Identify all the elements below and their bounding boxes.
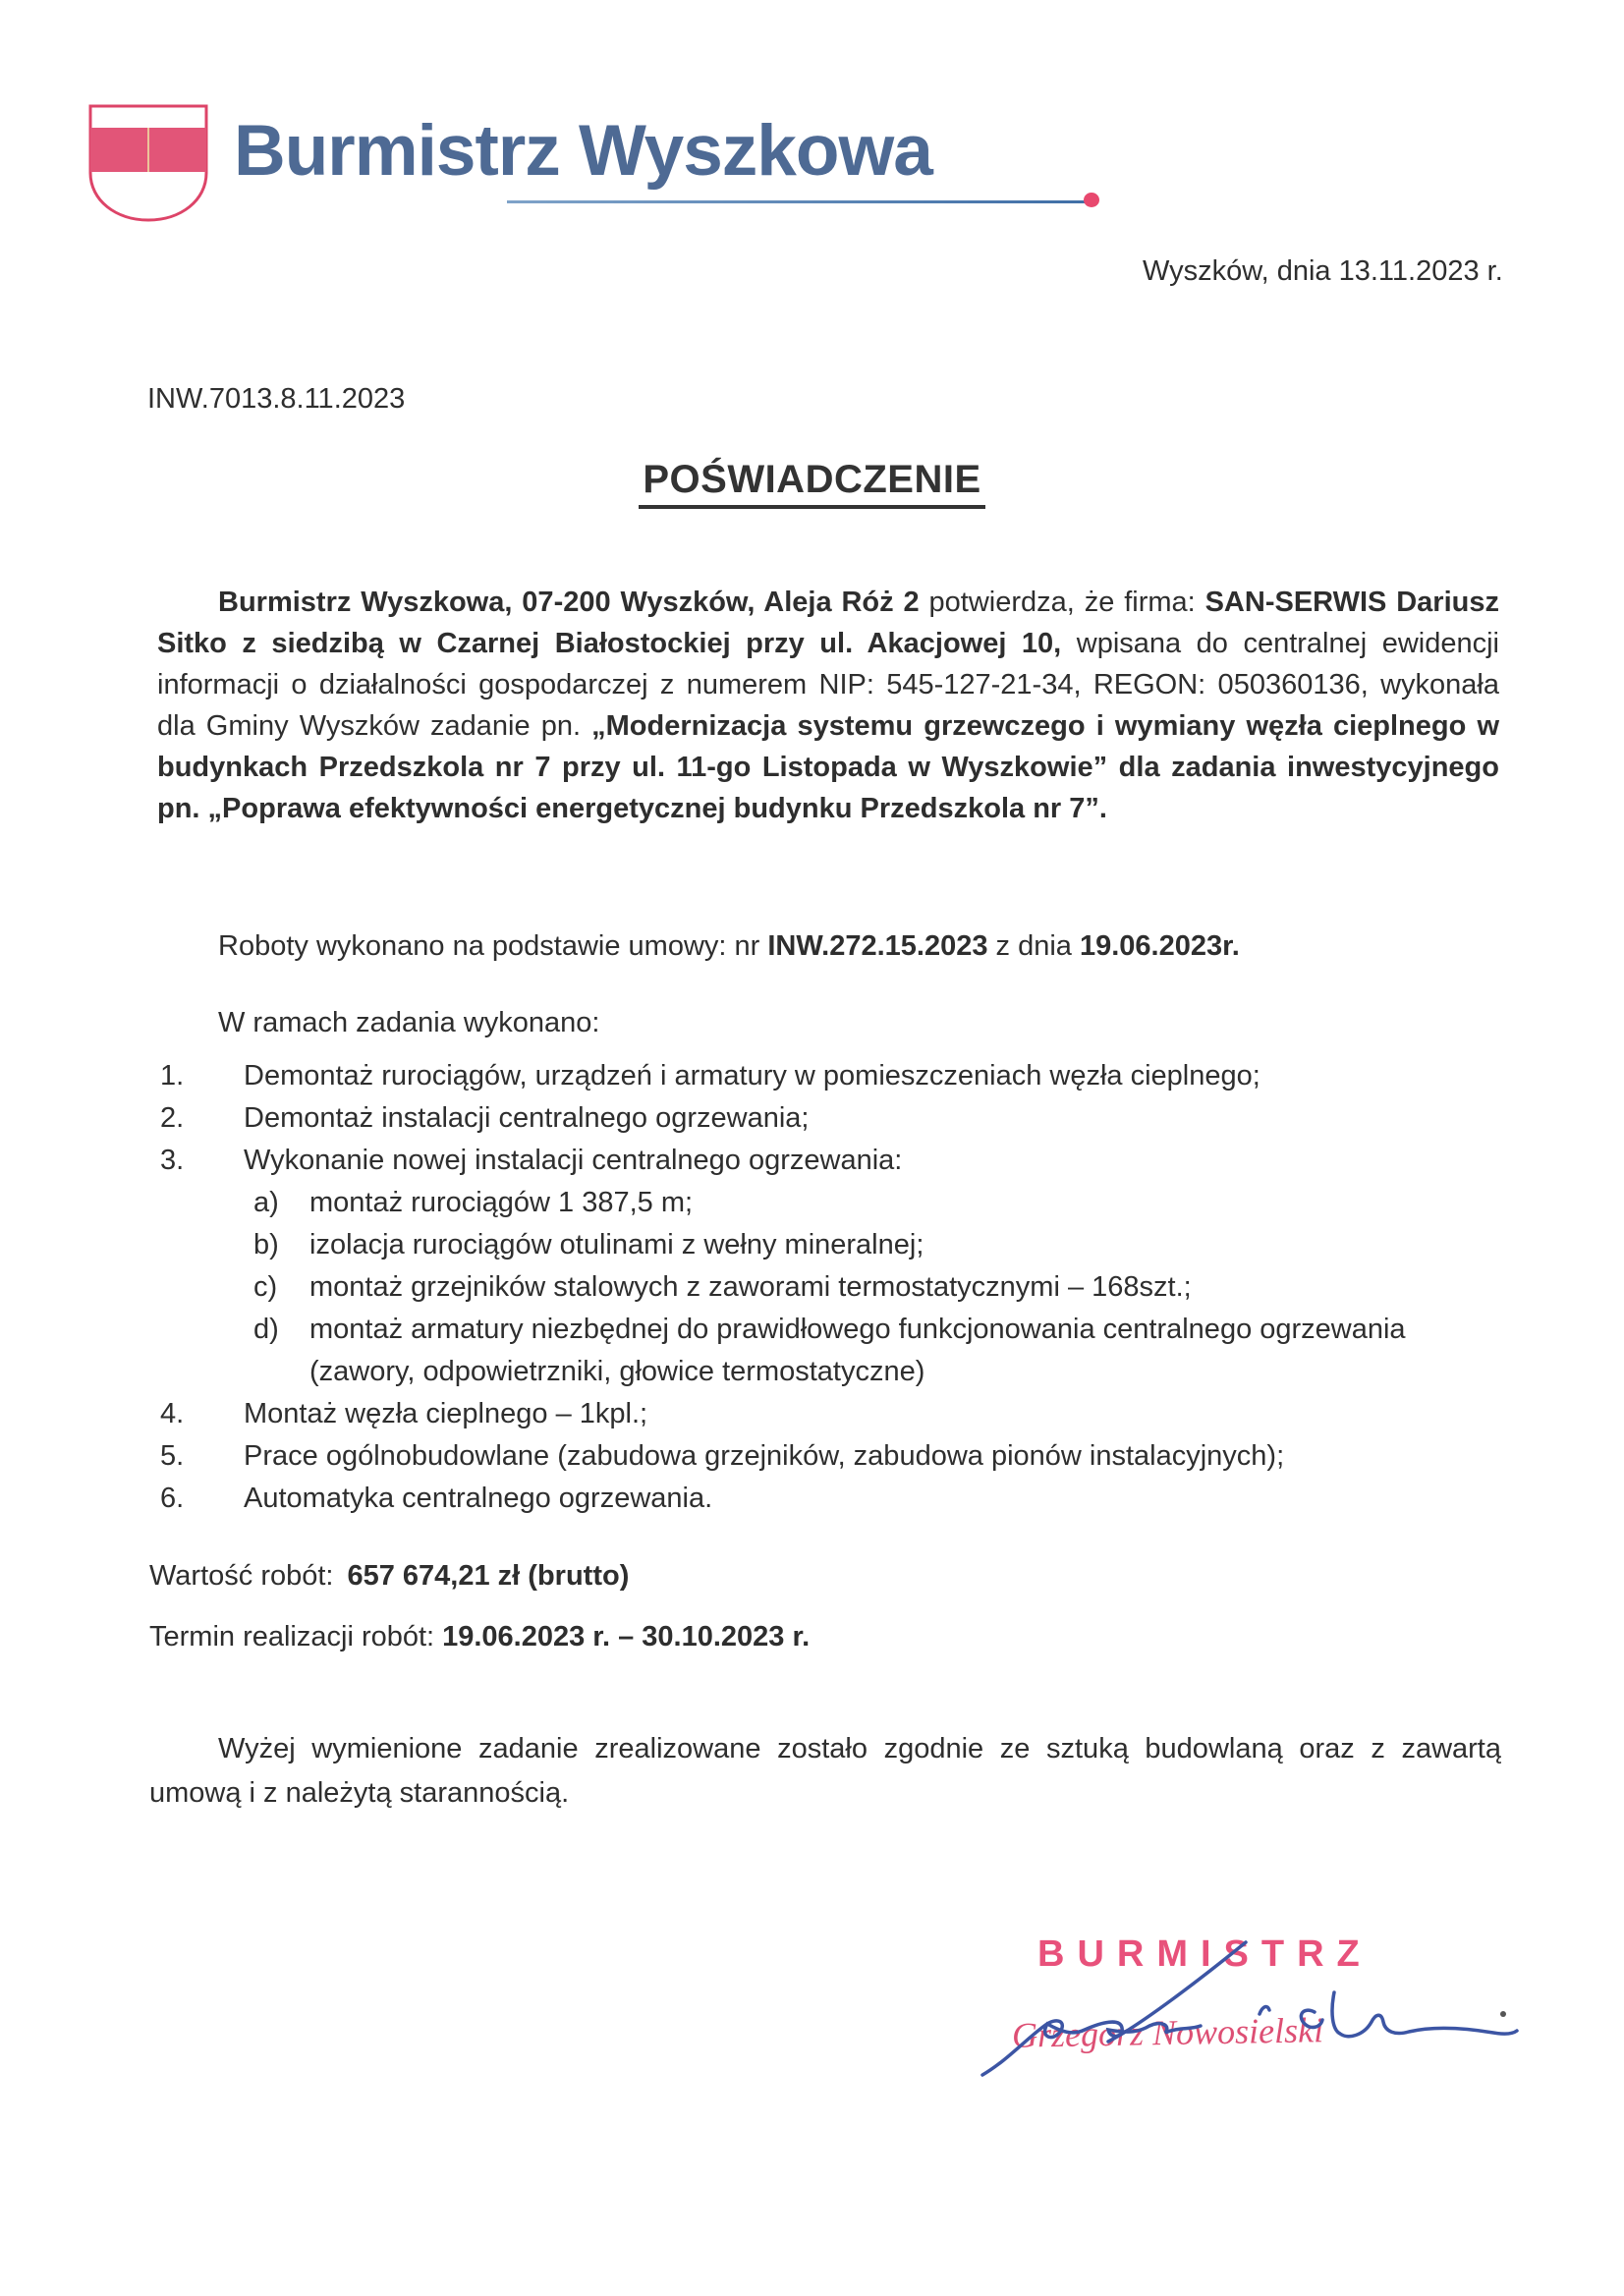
shield-seam-icon: [147, 128, 149, 172]
signature-stroke: [982, 2021, 1201, 2075]
burmistrz-stamp: BURMISTRZ: [1037, 1933, 1372, 1975]
list-marker: c): [253, 1271, 278, 1303]
pen-dot-icon: [1500, 2011, 1506, 2017]
list-item: [157, 1393, 1505, 1435]
sub-list-item: [157, 1266, 1505, 1309]
list-text: montaż rurociągów 1 387,5 m;: [309, 1187, 694, 1218]
intro-paragraph: Burmistrz Wyszkowa, 07-200 Wyszków, Aleja Róż 2 potwierdza, że firma: SAN-SERWIS Dariusz Sitko z siedzibą w Czarnej Białostockiej przy ul. Akacjowej 10, wpisana do centralnej ewidencji informacji o działalności gospodarczej z numerem NIP: 545-127-21-34, REGON: 050360136, wykonała dla Gminy Wyszków zadanie pn. „Modernizacja systemu grzewczego i wymiany węzła cieplnego w budynkach Przedszkola nr 7 przy ul. 11-go Listopada w Wyszkowie” dla zadania inwestycyjnego pn. „Poprawa efektywności energetycznej budynku Przedszkola nr 7”.: [157, 587, 1500, 824]
signature-stroke: [1260, 2007, 1269, 2014]
signature-stroke: [1108, 1942, 1246, 2042]
list-item: [157, 1140, 1505, 1182]
value-amount: 657 674,21 zł (brutto): [347, 1560, 630, 1592]
list-item: [157, 1435, 1505, 1478]
value-line: [149, 1555, 629, 1597]
document-title-row: [0, 458, 1624, 509]
signer-name: Grzegorz Nowosielski: [1011, 2010, 1324, 2055]
list-marker: 5.: [160, 1440, 185, 1472]
coat-of-arms-logo: [86, 102, 210, 224]
value-label: Wartość robót:: [149, 1560, 334, 1592]
contract-line: Roboty wykonano na podstawie umowy: nr INW.272.15.2023 z dnia 19.06.2023r.: [218, 930, 1240, 962]
org-title: Burmistrz Wyszkowa: [234, 111, 932, 191]
list-text: montaż armatury niezbędnej do prawidłowego funkcjonowania centralnego ogrzewania (zawory, odpowietrzniki, głowice termostatyczne): [309, 1314, 1406, 1387]
reference-number: INW.7013.8.11.2023: [147, 383, 406, 415]
list-text: Demontaż instalacji centralnego ogrzewania;: [244, 1102, 810, 1134]
list-marker: 1.: [160, 1060, 185, 1092]
list-text: Wykonanie nowej instalacji centralnego ogrzewania:: [244, 1145, 903, 1176]
signature-stroke: [1332, 1992, 1517, 2037]
divider-dot-icon: [1084, 193, 1099, 207]
list-text: Automatyka centralnego ogrzewania.: [244, 1483, 713, 1514]
list-text: Prace ogólnobudowlane (zabudowa grzejników, zabudowa pionów instalacyjnych);: [244, 1440, 1285, 1472]
header-divider: [507, 200, 1092, 203]
list-item: [157, 1055, 1505, 1097]
list-marker: d): [253, 1314, 279, 1345]
term-value: 19.06.2023 r. – 30.10.2023 r.: [442, 1621, 811, 1652]
list-item: [157, 1478, 1505, 1520]
sub-list-item: [157, 1182, 1505, 1224]
city-date: Wyszków, dnia 13.11.2023 r.: [1143, 255, 1503, 287]
list-marker: a): [253, 1187, 279, 1218]
scope-intro: W ramach zadania wykonano:: [218, 1007, 600, 1038]
document-title: POŚWIADCZENIE: [639, 458, 984, 509]
handwritten-signature: [943, 1916, 1533, 2093]
signature-stroke: [1301, 2010, 1322, 2027]
work-list: [157, 1055, 1505, 1520]
list-text: montaż grzejników stalowych z zaworami termostatycznymi – 168szt.;: [309, 1271, 1192, 1303]
list-marker: 4.: [160, 1398, 185, 1429]
list-marker: 2.: [160, 1102, 185, 1134]
sub-list-item: [157, 1309, 1505, 1393]
list-text: izolacja rurociągów otulinami z wełny mineralnej;: [309, 1229, 924, 1260]
term-label: Termin realizacji robót:: [149, 1621, 435, 1652]
list-text: Montaż węzła cieplnego – 1kpl.;: [244, 1398, 648, 1429]
list-text: Demontaż rurociągów, urządzeń i armatury w pomieszczeniach węzła cieplnego;: [244, 1060, 1260, 1092]
closing-paragraph: Wyżej wymienione zadanie zrealizowane zostało zgodnie ze sztuką budowlaną oraz z zawartą umową i z należytą starannością.: [149, 1733, 1501, 1809]
list-item: [157, 1097, 1505, 1140]
list-marker: 6.: [160, 1483, 185, 1514]
list-marker: b): [253, 1229, 279, 1260]
sub-list-item: [157, 1224, 1505, 1266]
term-line: [149, 1616, 810, 1658]
list-marker: 3.: [160, 1145, 185, 1176]
